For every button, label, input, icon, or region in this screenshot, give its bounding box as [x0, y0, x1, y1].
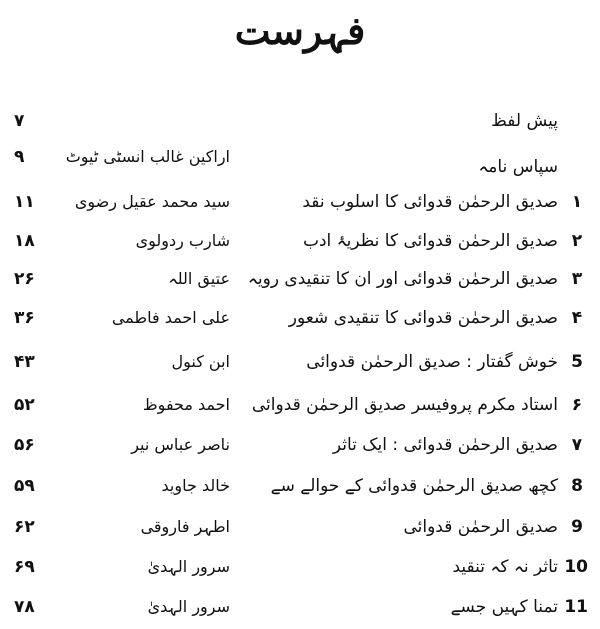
entry-page: ۱۸ — [14, 231, 35, 251]
entry-author: سید محمد عقیل رضوی — [74, 192, 230, 211]
entry-author: علی احمد فاطمی — [111, 308, 230, 327]
entry-author: سرور الہدیٰ — [147, 597, 230, 616]
entry-title: صدیق الرحمٰن قدوائی — [403, 517, 558, 537]
entry-title: صدیق الرحمٰن قدوائی کا تنقیدی شعور — [288, 308, 558, 328]
toc-entry — [0, 590, 600, 624]
toc-entry — [0, 550, 600, 584]
entry-number: 8 — [571, 476, 583, 496]
entry-author: احمد محفوظ — [142, 395, 230, 414]
entry-title: صدیق الرحمٰن قدوائی اور ان کا تنقیدی رویہ — [247, 269, 558, 289]
entry-title: پیش لفظ — [491, 111, 558, 131]
entry-author: ابن کنول — [171, 352, 230, 371]
entry-author: اراکین غالب انسٹی ٹیوٹ — [65, 147, 230, 166]
entry-title: استاد مکرم پروفیسر صدیق الرحمٰن قدوائی — [251, 395, 558, 415]
entry-page: ۱۱ — [14, 192, 35, 212]
entry-title: تاثر نہ کہ تنقید — [452, 557, 558, 577]
entry-page: ۶۲ — [14, 517, 35, 537]
entry-number: ۴ — [571, 308, 583, 328]
toc-entry — [0, 224, 600, 258]
entry-title: کچھ صدیق الرحمٰن قدوائی کے حوالے سے — [270, 476, 558, 496]
entry-page: ۴۳ — [14, 352, 35, 372]
entry-number: ۱ — [571, 192, 583, 212]
entry-page: ۶۹ — [14, 557, 35, 577]
entry-author: سرور الہدیٰ — [147, 557, 230, 576]
entry-title: صدیق الرحمٰن قدوائی کا نظریۂ ادب — [302, 231, 558, 251]
entry-page: ۷۸ — [14, 597, 35, 617]
entry-author: عتیق اللہ — [168, 269, 230, 288]
toc-entry — [0, 140, 600, 177]
toc-entry — [0, 510, 600, 544]
toc-entry — [0, 104, 600, 138]
entry-page: ۵۲ — [14, 395, 35, 415]
toc-entry — [0, 185, 600, 219]
entry-page: ۷ — [14, 111, 25, 131]
entry-title: خوش گفتار : صدیق الرحمٰن قدوائی — [306, 352, 558, 372]
entry-page: ۳۶ — [14, 308, 35, 328]
entry-number: ۲ — [571, 231, 583, 251]
entry-title: صدیق الرحمٰن قدوائی کا اسلوب نقد — [302, 192, 558, 212]
entry-number: ۷ — [571, 435, 583, 455]
entry-page: ۲۶ — [14, 269, 35, 289]
entry-number: 10 — [564, 557, 588, 577]
entry-number: 9 — [571, 517, 583, 537]
entry-page: ۵۹ — [14, 476, 35, 496]
toc-entry — [0, 469, 600, 503]
entry-author: خالد جاوید — [161, 476, 230, 495]
entry-title: سپاس نامہ — [478, 157, 558, 177]
toc-entry — [0, 428, 600, 462]
entry-page: ۹ — [14, 147, 25, 167]
page-title: فہرست — [234, 8, 366, 53]
toc-entry — [0, 262, 600, 296]
entry-author: اطہر فاروقی — [140, 517, 230, 536]
entry-number: 5 — [571, 352, 583, 372]
entry-page: ۵۶ — [14, 435, 35, 455]
entry-number: ۳ — [571, 269, 583, 289]
toc-entry — [0, 388, 600, 422]
toc-entry — [0, 345, 600, 379]
entry-author: شارب ردولوی — [135, 231, 230, 250]
toc-entry — [0, 301, 600, 335]
entry-title: صدیق الرحمٰن قدوائی : ایک تاثر — [332, 435, 558, 455]
entry-number: 11 — [564, 597, 588, 617]
entry-number: ۶ — [571, 395, 583, 415]
entry-author: ناصر عباس نیر — [131, 435, 230, 454]
entry-title: تمنا کہیں جسے — [450, 597, 558, 617]
